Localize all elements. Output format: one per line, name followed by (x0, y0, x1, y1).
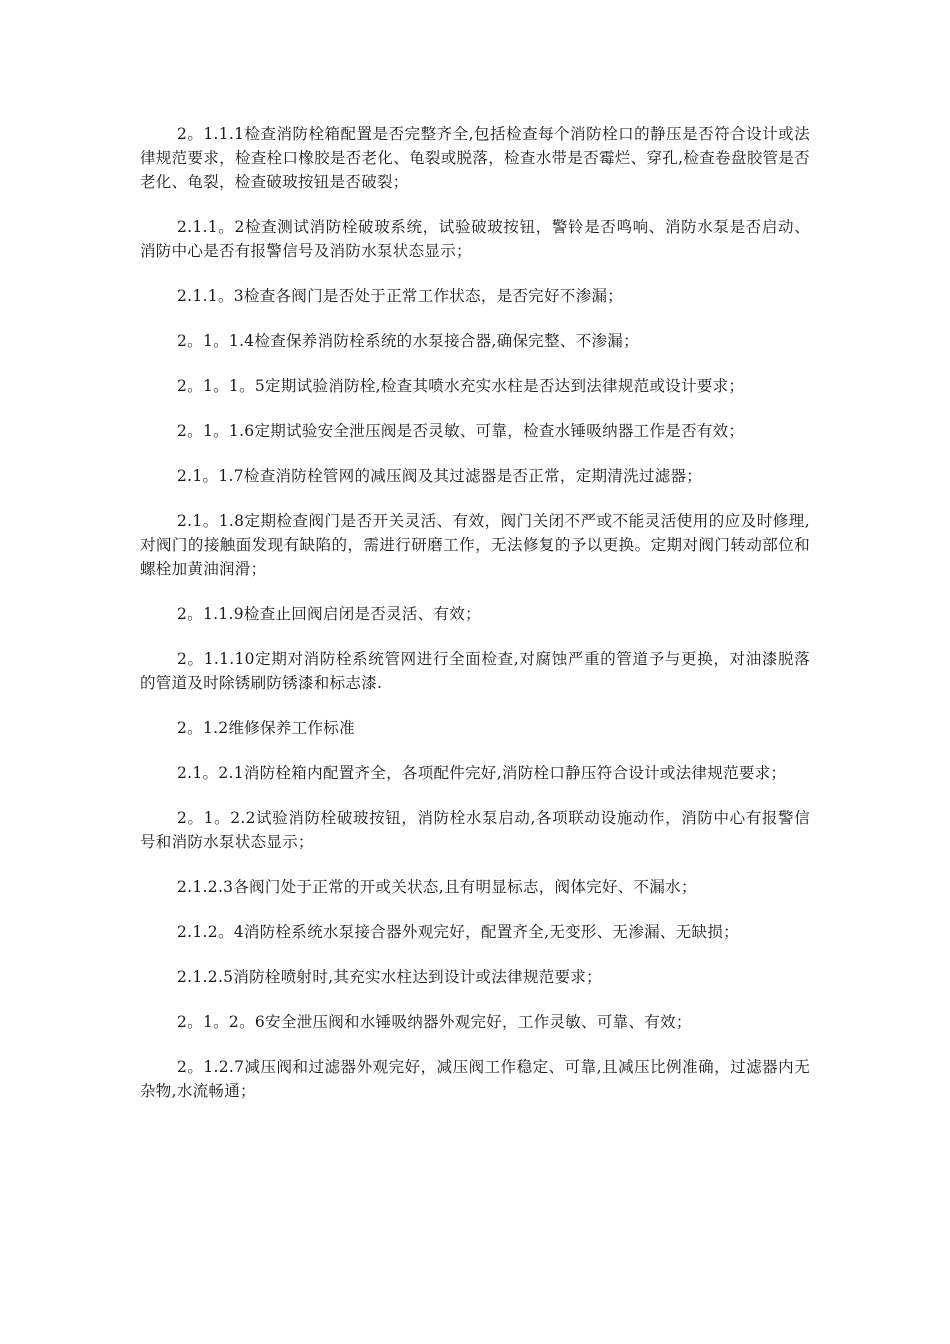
section-heading-2-1-2: 2。1.2维修保养工作标准 (177, 719, 355, 737)
paragraph-2-1-2-5: 2.1.2.5消防栓喷射时,其充实水柱达到设计或法律规范要求； (177, 968, 602, 986)
paragraph-2-1-2-3: 2.1.2.3各阀门处于正常的开或关状态,且有明显标志，阀体完好、不漏水； (177, 878, 697, 896)
paragraph-2-1-1-1: 2。1.1.1检查消防栓箱配置是否完整齐全,包括检查每个消防栓口的静压是否符合设计或法律规范要求，检查栓口橡胶是否老化、龟裂或脱落，检查水带是否霉烂、穿孔,检查卷盘胶管是否老化、龟裂，检查破玻按钮是否破裂； (140, 125, 810, 191)
paragraph-2-1-1-9: 2。1.1.9检查止回阀启闭是否灵活、有效； (177, 605, 481, 623)
paragraph-2-1-2-4: 2.1.2。4消防栓系统水泵接合器外观完好，配置齐全,无变形、无渗漏、无缺损； (177, 923, 739, 941)
paragraph-2-1-1-2: 2.1.1。2检查测试消防栓破玻系统，试验破玻按钮，警铃是否鸣响、消防水泵是否启动、消防中心是否有报警信号及消防水泵状态显示； (140, 218, 810, 260)
paragraph-2-1-2-6: 2。1。2。6安全泄压阀和水锤吸纳器外观完好，工作灵敏、可靠、有效； (177, 1013, 692, 1031)
paragraph-2-1-1-6: 2。1。1.6定期试验安全泄压阀是否灵敏、可靠，检查水锤吸纳器工作是否有效； (177, 422, 745, 440)
paragraph-2-1-1-7: 2.1。1.7检查消防栓管网的减压阀及其过滤器是否正常，定期清洗过滤器； (177, 467, 703, 485)
document-page (140, 122, 810, 1103)
paragraph-2-1-1-5: 2。1。1。5定期试验消防栓,检查其喷水充实水柱是否达到法律规范或设计要求； (177, 377, 745, 395)
paragraph-2-1-2-2: 2。1。2.2试验消防栓破玻按钮，消防栓水泵启动,各项联动设施动作，消防中心有报警信号和消防水泵状态显示； (140, 809, 810, 851)
paragraph-2-1-1-8: 2.1。1.8定期检查阀门是否开关灵活、有效，阀门关闭不严或不能灵活使用的应及时修理,对阀门的接触面发现有缺陷的，需进行研磨工作，无法修复的予以更换。定期对阀门转动部位和螺栓加黄油润滑； (140, 512, 810, 578)
paragraph-2-1-2-7: 2。1.2.7减压阀和过滤器外观完好，减压阀工作稳定、可靠,且减压比例准确，过滤器内无杂物,水流畅通； (140, 1058, 810, 1100)
paragraph-2-1-1-10: 2。1.1.10定期对消防栓系统管网进行全面检查,对腐蚀严重的管道予与更换，对油漆脱落的管道及时除锈刷防锈漆和标志漆. (140, 650, 810, 692)
paragraph-2-1-1-3: 2.1.1。3检查各阀门是否处于正常工作状态，是否完好不渗漏； (177, 287, 624, 305)
paragraph-2-1-1-4: 2。1。1.4检查保养消防栓系统的水泵接合器,确保完整、不渗漏； (177, 332, 639, 350)
paragraph-2-1-2-1: 2.1。2.1消防栓箱内配置齐全，各项配件完好,消防栓口静压符合设计或法律规范要求； (177, 764, 787, 782)
